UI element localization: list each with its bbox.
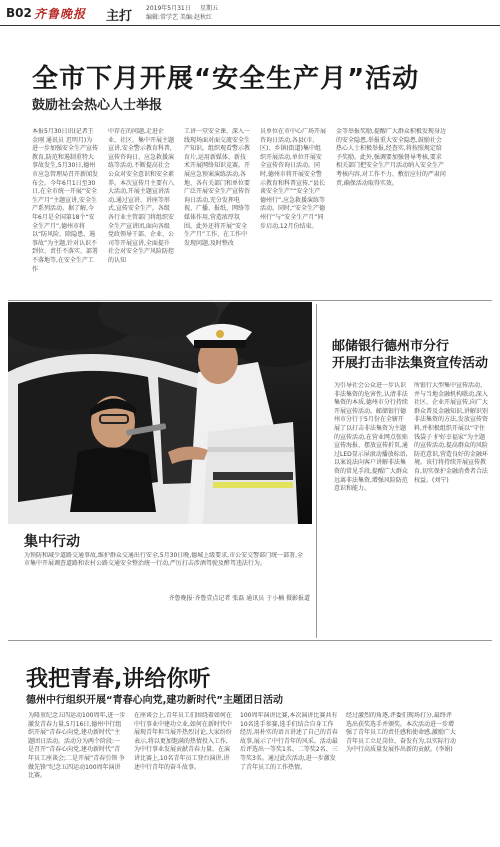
article1-column-5: 金等举报奖励,提醒广大群众积极发现身边的安全隐患,举报重大安全隐患,鼓励社会热心人士积极举报,经查实,将按照规定给予奖励。此外,强调要加强督导考核,要求相关部门把安全生产月活动纳入安全生产考核内容,对工作不力、敷衍应付的严肃问责,确保活动取得实效。: [336, 128, 446, 187]
article3-subhead: 德州中行组织开展“青春心向党,建功新时代”主题团日活动: [26, 695, 283, 706]
article2-subhead: 开展打击非法集资宣传活动: [332, 356, 489, 371]
photo-side-rule: [316, 304, 317, 638]
article1-column-2: 中存在的问题,走进企业、社区、集中开展主题宣讲,安全警示教育科普,宣传咨询日、应急救援演练等活动,不断提高社会公众对安全意识和安全素养。本次宣传月主要有八大活动,开展主题宣讲活动,通过宣讲、讲座等形式,宣传安全生产。各级各行业主管部门将组织安全生产宣讲团,面向各级党政领导干部、企业、公司等开展宣讲,全面提升社会对安全生产风险防控的认知: [108, 128, 174, 264]
photo-story-caption: 为预防和减少道路交通事故,维护群众交通出行安全,5月30日晚,德城上级要求,市公安交警部门统一部署,全市集中开展调查道路和农村公路交通安全整治统一行动,严厉打击涉酒驾驶及醉驾违法行为。: [24, 552, 303, 567]
section-title: 主打: [106, 9, 133, 24]
article2-bottom-rule: [8, 640, 492, 641]
photo-story-credit: 齐鲁晚报·齐鲁壹点记者 张磊 通讯员 于小楠 摄影报道: [168, 595, 310, 602]
issue-weekday: 星期五: [200, 5, 219, 12]
article2-headline: 邮储银行德州市分行: [332, 339, 450, 354]
article1-column-3: 工讲一堂安全课、深入一线现场面对面交流安全生产知识。组织观看警示教育片,运用新媒体、新技术开展网络知识竞赛。开展应急预案演练活动,各地、各有关部门和单位要广泛开展安全生产宣传咨询日活动,充分发挥电视、广播、报纸、网络等媒体作用,营造浓厚氛围。此外还将开展“安全生产月”工作、在工作中发现问题,及时整改: [184, 128, 250, 247]
newspaper-logo: 齐鲁晚报: [34, 7, 87, 21]
issue-date: 2019年5月31日: [146, 5, 191, 12]
article1-column-4: 员单位在市中心广场开展咨询日活动,各县(市、区)、乡镇(街道)集中组织开展活动,单位开展安全宣传咨询日活动。同时,德州市将开展安全警示教育和科普宣传,“县长谈安全生产”“安全生产德州行”,应急救援演练等活动。同时,“安全生产德州行”与“安全生产月”同步启动,12月份结束。: [260, 128, 326, 230]
photo-story-title: 集中行动: [24, 534, 80, 550]
header-rule: [0, 25, 500, 26]
article2-column-1: 为引导社会公众进一步认识非法集资的危害性,认清非法集资的本质,德州市分行持续开展宣传活动。邮储银行德州市分行于5月份在全辖开展了以打击非法集资为主题的宣传活动,在营业网点张贴宣传海报、摆放宣传折页,通过LED显示屏滚动播放标语,以案说法向客户讲解非法集资的常见手段,提醒广大群众远离非法集资,增强风险防范意识和能力。: [334, 382, 408, 493]
header: [0, 0, 500, 26]
page-code: B02: [6, 6, 32, 20]
article3-column-1: 为隆重纪念五四运动100周年,进一步激发青春力量,5月16日,德州中行组织开展“青春心向党,建功新时代”主题团日活动。活动分为两个阶段:一是召开“青春心向党,建功新时代”青年员工座谈会;二是开展“青春引领 争做先锋”纪念五四运动100周年演讲比赛。: [28, 712, 126, 780]
traffic-check-photo-illustration: [8, 302, 312, 524]
article1-bottom-rule: [8, 300, 492, 301]
article1-column-1: 本报5月30日讯(记者王金刚 通讯员 迟明月)为进一步加强安全生产宣传教育,防范和遏制重特大事故发生,5月30日,德州市应急管理局召开新闻发布会。今年6月1日至30日,在全市统一开展“安全生产月”主题宣讲,安全生产系列活动。据了解,今年6月是全国第18个“安全生产月”,德州市将以“防风险、除隐患、遏事故”为主题,针对认识不到位、责任不落实、部署不落地等,在安全生产工作: [32, 128, 98, 273]
article3-column-2: 在座谈会上,青年员工们围绕着如何在中行事业中建功立业,如何在新时代中展现青年担当展开热烈讨论,大家纷纷表示,将以更加饱满的热情投入工作,为中行事业发展贡献青春力量。在演讲比赛上,10名青年员工登台演讲,讲述中行青年的奋斗故事。: [134, 712, 232, 771]
traffic-check-photo: [8, 302, 312, 524]
article3-column-4: 经过激烈的角逐,评委们现场打分,最终评选出获奖选手并颁奖。本次活动进一步增强了青年员工的责任感和使命感,激励广大青年员工立足岗位、奋发有为,以实际行动为中行高质量发展作出新的贡献。(李娟): [346, 712, 456, 754]
article3-headline: 我把青春,讲给你听: [26, 667, 211, 692]
article2-column-2: 所银行大型集中宣传活动、并与当地金融机构联动,深入社区、企业开展宣传,向广大群众普及金融知识,讲解识别非法集资的方法,发放宣传资料,并积极组织开展以“守住钱袋子 护好幸福家”为主题的宣传活动,提高群众的风险防范意识,营造良好的金融环境。该行将持续开展宣传教育,切实保护金融消费者合法权益。(刘宁): [414, 382, 488, 484]
article1-headline: 全市下月开展“安全生产月”活动: [32, 64, 420, 94]
article1-subhead: 鼓励社会热心人士举报: [32, 98, 163, 113]
editor-credits: 编辑:常学艺 美编:赵秋红: [146, 14, 212, 21]
article3-column-3: 100周年演讲比赛,本次演讲比赛共有10名选手参赛,选手们结合自身工作经历,用朴实的语言讲述了自己的青春故事,展示了中行青年的风采。活动最后评选出一等奖1名、二等奖2名、三等奖3名。通过此次活动,进一步激发了青年员工的工作热情。: [240, 712, 338, 771]
